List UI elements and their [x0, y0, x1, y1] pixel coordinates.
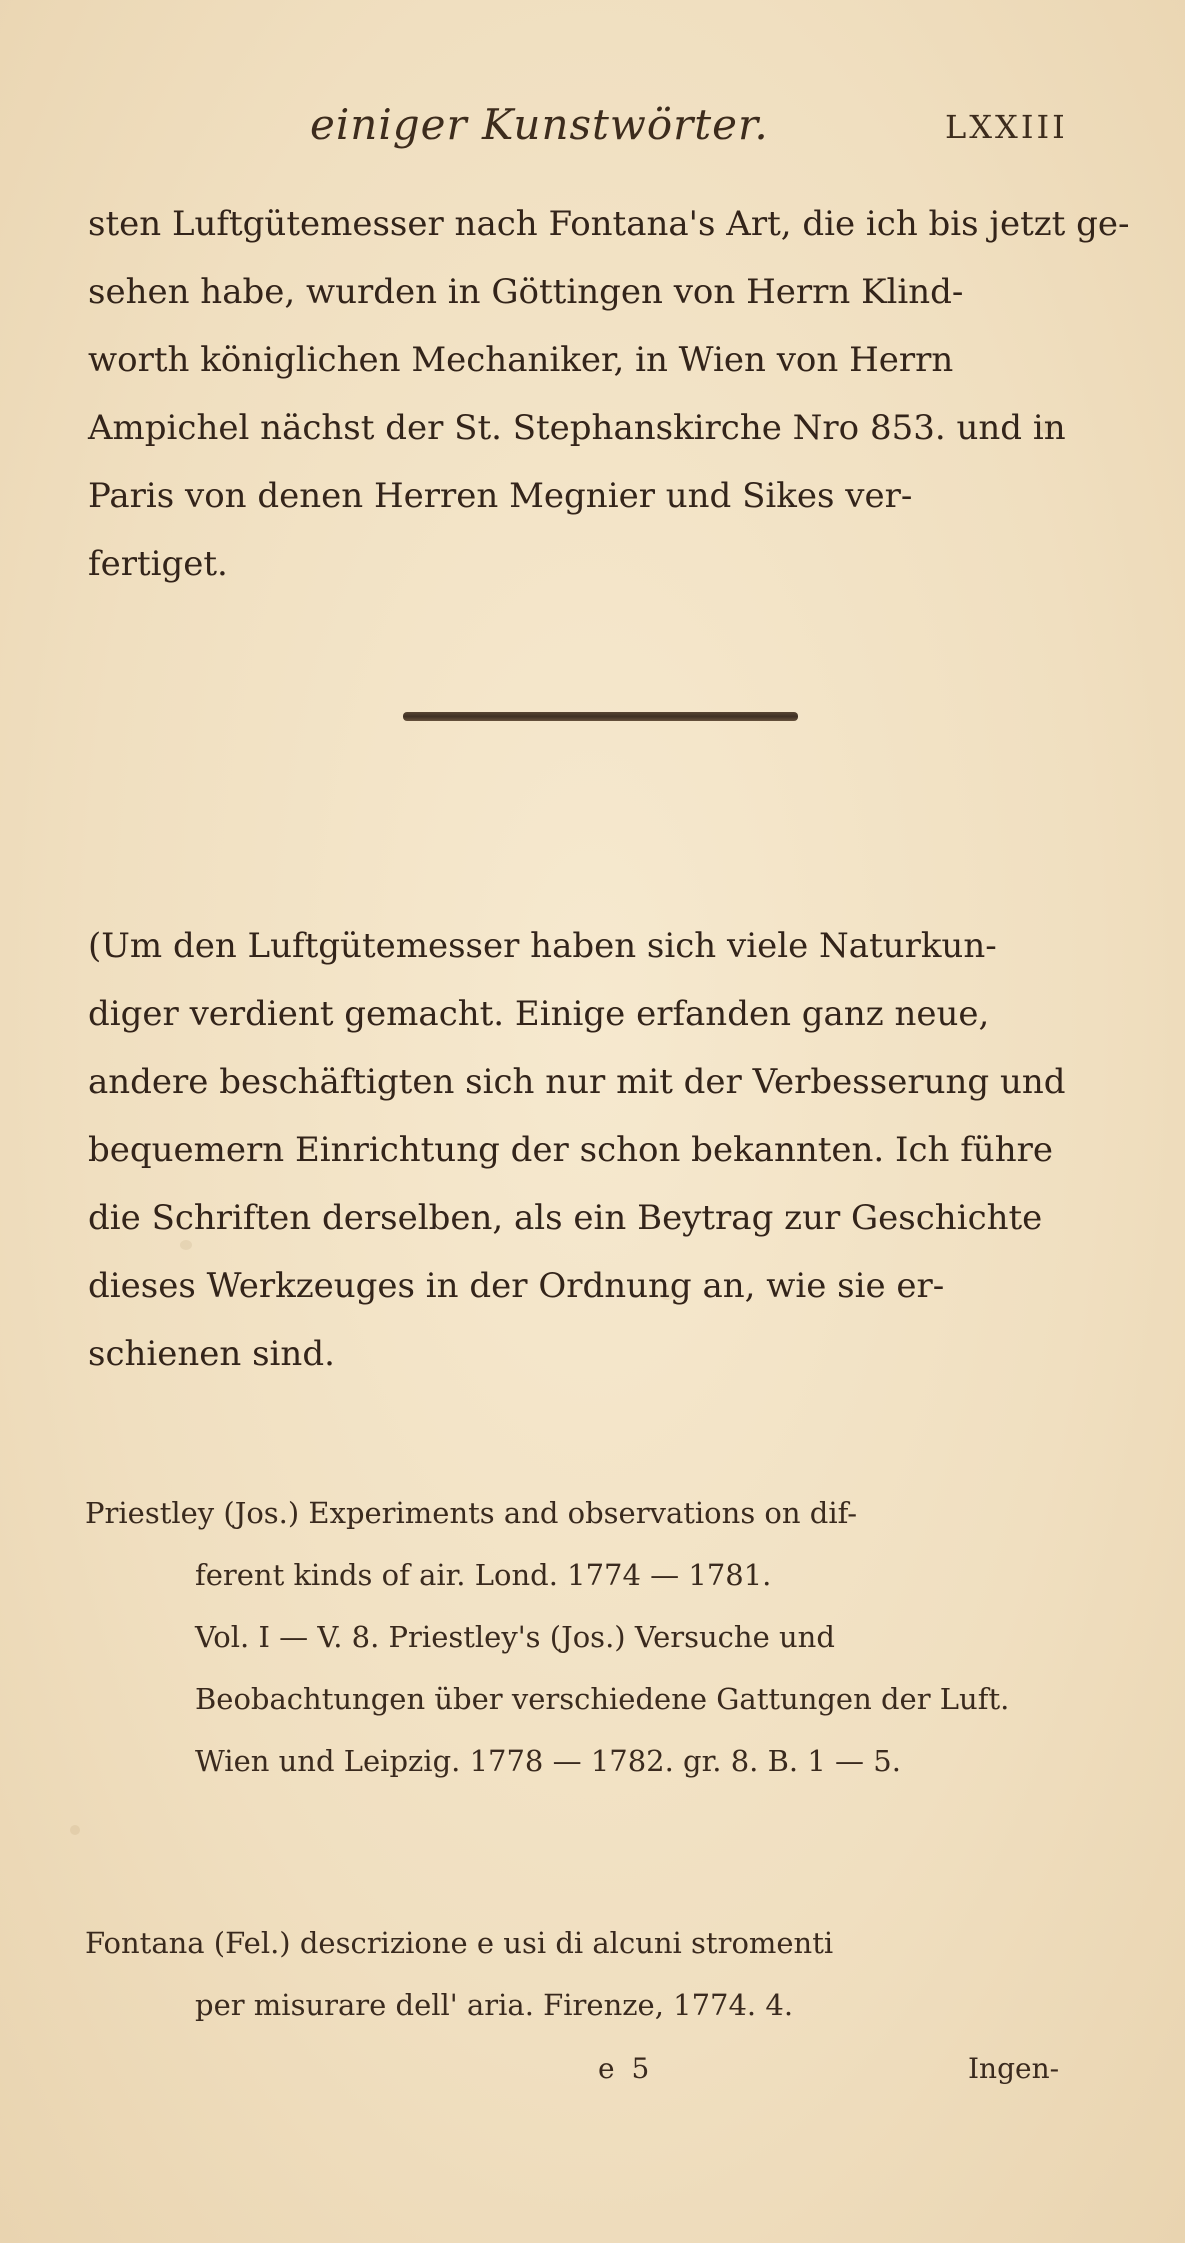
reference-line: Beobachtungen über verschiedene Gattungen der Luft.	[195, 1682, 1010, 1716]
text-line: andere beschäftigten sich nur mit der Verbesserung und	[88, 1062, 1066, 1102]
reference-line: Vol. I — V. 8. Priestley's (Jos.) Versuche und	[195, 1620, 835, 1654]
reference-line: per misurare dell' aria. Firenze, 1774. 4.	[195, 1988, 794, 2022]
text-line: worth königlichen Mechaniker, in Wien von Herrn	[88, 340, 954, 380]
page-number: LXXIII	[945, 108, 1068, 146]
text-line: (Um den Luftgütemesser haben sich viele Naturkun-	[88, 926, 997, 966]
text-line: Ampichel nächst der St. Stephanskirche Nro 853. und in	[88, 408, 1066, 448]
reference-line: Wien und Leipzig. 1778 — 1782. gr. 8. B. 1 — 5.	[195, 1744, 901, 1778]
paragraph-2	[88, 912, 1066, 1388]
text-line: bequemern Einrichtung der schon bekannten. Ich führe	[88, 1130, 1053, 1170]
foxing-spot	[70, 1825, 80, 1835]
text-line: diger verdient gemacht. Einige erfanden ganz neue,	[88, 994, 990, 1034]
reference-line: Fontana (Fel.) descrizione e usi di alcuni stromenti	[85, 1926, 834, 1960]
page-header	[0, 100, 1185, 160]
reference-line: ferent kinds of air. Lond. 1774 — 1781.	[195, 1558, 772, 1592]
page-footer	[0, 2052, 1185, 2092]
reference-line: Priestley (Jos.) Experiments and observations on dif-	[85, 1496, 858, 1530]
running-head: einiger Kunstwörter.	[310, 100, 769, 149]
reference-entry-priestley	[85, 1482, 1009, 1792]
text-line: Paris von denen Herren Megnier und Sikes ver-	[88, 476, 913, 516]
text-line: sten Luftgütemesser nach Fontana's Art, die ich bis jetzt ge-	[88, 204, 1130, 244]
text-line: sehen habe, wurden in Göttingen von Herrn Klind-	[88, 272, 964, 312]
section-rule	[403, 712, 798, 721]
text-line: dieses Werkzeuges in der Ordnung an, wie sie er-	[88, 1266, 945, 1306]
paragraph-1	[88, 190, 1130, 598]
text-line: fertiget.	[88, 544, 228, 584]
signature-mark: e 5	[598, 2052, 654, 2085]
reference-entry-fontana	[85, 1912, 833, 2036]
text-line: schienen sind.	[88, 1334, 335, 1374]
catchword: Ingen-	[968, 2052, 1060, 2085]
text-line: die Schriften derselben, als ein Beytrag zur Geschichte	[88, 1198, 1043, 1238]
